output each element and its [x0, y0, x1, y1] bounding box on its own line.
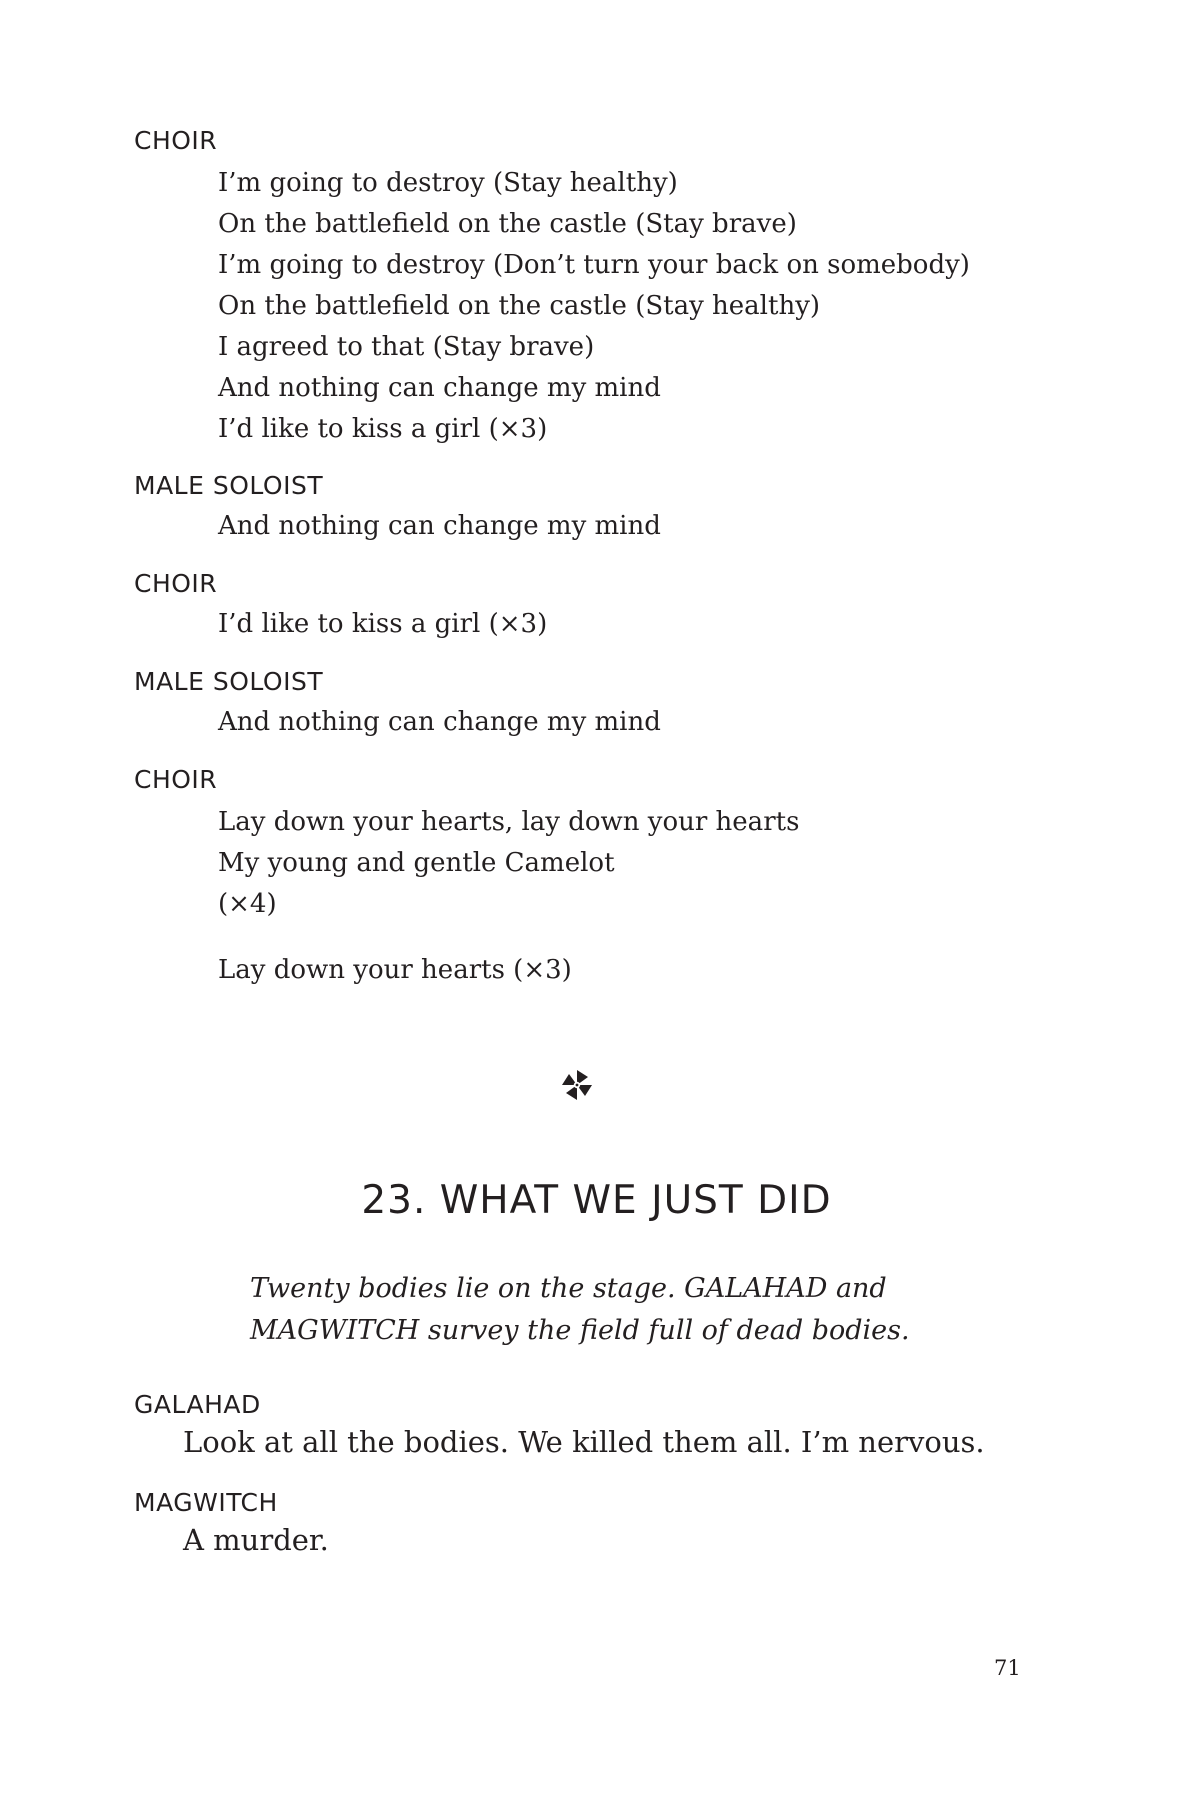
dialogue-line: Look at all the bodies. We killed them all. I’m nervous.	[183, 1425, 985, 1459]
lyric-line: And nothing can change my mind	[218, 707, 661, 737]
lyric-line: (×4)	[218, 889, 277, 919]
speaker-name: GALAHAD	[134, 1390, 261, 1419]
lyric-line: I agreed to that (Stay brave)	[218, 332, 595, 362]
lyric-line: I’m going to destroy (Stay healthy)	[218, 168, 678, 198]
song-lyrics	[218, 163, 970, 450]
speaker-name: MALE SOLOIST	[134, 471, 324, 500]
speaker-name: MAGWITCH	[134, 1488, 278, 1517]
lyric-line: Lay down your hearts, lay down your hearts	[218, 807, 800, 837]
speaker-name: MALE SOLOIST	[134, 667, 324, 696]
lyric-line: And nothing can change my mind	[218, 373, 661, 403]
song-lyrics	[218, 702, 661, 743]
lyric-line: And nothing can change my mind	[218, 511, 661, 541]
stage-direction-line: MAGWITCH survey the field full of dead bodies.	[250, 1315, 910, 1346]
song-lyrics	[218, 802, 799, 925]
scene-title: 23. WHAT WE JUST DID	[361, 1178, 832, 1223]
lyric-line: On the battlefield on the castle (Stay healthy)	[218, 291, 821, 321]
lyric-line: I’m going to destroy (Don’t turn your back on somebody)	[218, 250, 970, 280]
lyric-line: On the battlefield on the castle (Stay brave)	[218, 209, 797, 239]
speaker-name: CHOIR	[134, 765, 218, 794]
song-lyrics	[218, 604, 547, 645]
speaker-name: CHOIR	[134, 126, 218, 155]
dialogue-line: A murder.	[183, 1523, 329, 1557]
stage-direction	[250, 1268, 910, 1352]
song-lyrics	[218, 506, 661, 547]
pinwheel-ornament-icon	[560, 1068, 594, 1102]
lyric-line: Lay down your hearts (×3)	[218, 955, 572, 985]
song-coda	[218, 950, 572, 991]
stage-direction-line: Twenty bodies lie on the stage. GALAHAD and	[250, 1273, 887, 1304]
speaker-name: CHOIR	[134, 569, 218, 598]
lyric-line: My young and gentle Camelot	[218, 848, 615, 878]
lyric-line: I’d like to kiss a girl (×3)	[218, 609, 548, 639]
page-number: 71	[994, 1656, 1021, 1680]
lyric-line: I’d like to kiss a girl (×3)	[218, 414, 548, 444]
